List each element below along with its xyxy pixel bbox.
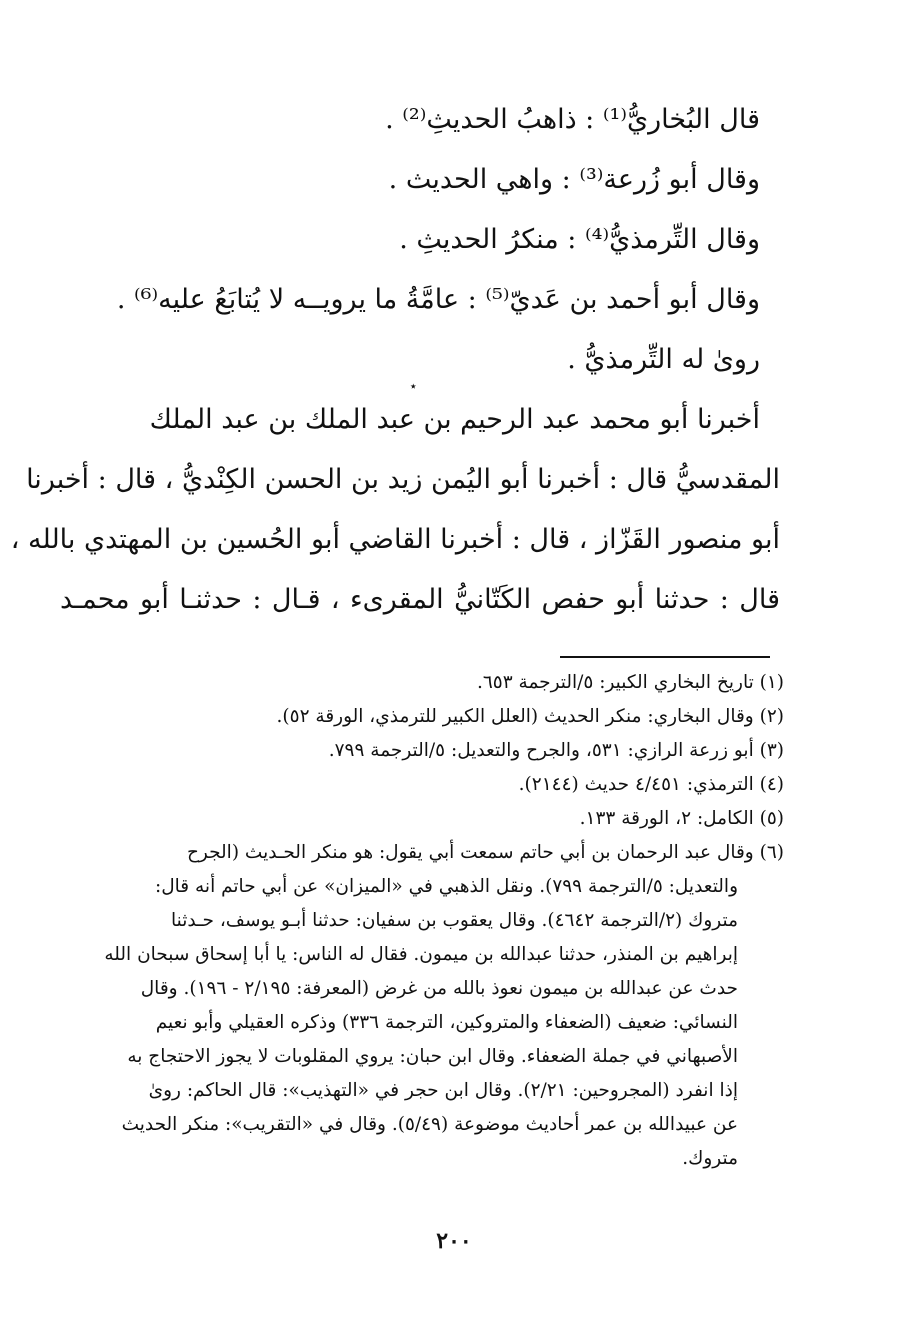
- footnote-text: أبو زرعة الرازي: ٥٣١، والجرح والتعديل: ٥/الترجمة ٧٩٩.: [328, 740, 754, 761]
- main-line: وقال أبو زُرعة⁽³⁾ : واهي الحديث .: [388, 164, 760, 195]
- footnote-number: (٢): [759, 706, 784, 727]
- footnote-6-line: إبراهيم بن المنذر، حدثنا عبدالله بن ميمون. فقال له الناس: يا أبا إسحاق سبحان الله: [104, 944, 738, 965]
- main-text: [10, 90, 780, 630]
- paragraph-line: أبو منصور القَزّاز ، قال : أخبرنا القاضي أبو الحُسين بن المهتدي بالله ،: [10, 524, 780, 555]
- paragraph-line: المقدسيُّ قال : أخبرنا أبو اليُمن زيد بن الحسن الكِنْديُّ ، قال : أخبرنا: [26, 464, 780, 495]
- footnote-6-line: متروك.: [682, 1148, 738, 1169]
- footnote-number: (٣): [759, 740, 784, 761]
- footnote-6-line: حدث عن عبدالله بن ميمون نعوذ بالله من غرض (المعرفة: ٢/١٩٥ - ١٩٦). وقال: [140, 978, 738, 999]
- footnote-text: الكامل: ٢، الورقة ١٣٣.: [579, 808, 754, 829]
- print-mark: ٭: [410, 379, 417, 393]
- footnote-3: [68, 734, 784, 768]
- page-number: ٢٠٠: [436, 1228, 472, 1254]
- footnote-1: [68, 666, 784, 700]
- main-line: قال البُخاريُّ⁽¹⁾ : ذاهبُ الحديثِ⁽²⁾ .: [385, 104, 760, 135]
- paragraph-line: أخبرنا أبو محمد عبد الرحيم بن عبد الملك بن عبد الملك: [149, 404, 760, 435]
- main-line: روىٰ له التِّرمذيُّ .: [567, 344, 760, 375]
- footnote-number: (٤): [759, 774, 784, 795]
- footnote-text: وقال البخاري: منكر الحديث (العلل الكبير للترمذي، الورقة ٥٢).: [276, 706, 754, 727]
- footnote-6-line: متروك (٢/الترجمة ٤٦٤٢). وقال يعقوب بن سفيان: حدثنا أبـو يوسف، حـدثنا: [171, 910, 738, 931]
- paragraph-line: قال : حدثنا أبو حفص الكَتّانيُّ المقرىء ، قـال : حدثنـا أبو محمـد: [60, 584, 780, 615]
- footnote-text: وقال عبد الرحمان بن أبي حاتم سمعت أبي يقول: هو منكر الحـديث (الجرح: [186, 842, 754, 863]
- footnote-2: [68, 700, 784, 734]
- footnote-6-line: النسائي: ضعيف (الضعفاء والمتروكين، الترجمة ٣٣٦) وذكره العقيلي وأبو نعيم: [155, 1012, 738, 1033]
- main-line: وقال أبو أحمد بن عَديّ⁽⁵⁾ : عامَّةُ ما يرويــه لا يُتابَعُ عليه⁽⁶⁾ .: [116, 284, 760, 315]
- footnote-number: (١): [759, 672, 784, 693]
- footnotes: [68, 666, 784, 1176]
- footnote-number: (٥): [759, 808, 784, 829]
- footnote-6: [68, 836, 784, 870]
- footnote-6-line: والتعديل: ٥/الترجمة ٧٩٩). ونقل الذهبي في «الميزان» عن أبي حاتم أنه قال:: [154, 876, 738, 897]
- footnote-number: (٦): [759, 842, 784, 863]
- footnote-text: الترمذي: ٤/٤٥١ حديث (٢١٤٤).: [518, 774, 754, 795]
- footnote-6-line: إذا انفرد (المجروحين: ٢/٢١). وقال ابن حجر في «التهذيب»: قال الحاكم: روىٰ: [148, 1080, 738, 1101]
- footnote-text: تاريخ البخاري الكبير: ٥/الترجمة ٦٥٣.: [476, 672, 754, 693]
- main-line: وقال التِّرمذيُّ⁽⁴⁾ : منكرُ الحديثِ .: [399, 224, 760, 255]
- footnote-4: [68, 768, 784, 802]
- footnote-6-line: الأصبهاني في جملة الضعفاء. وقال ابن حبان: يروي المقلوبات لا يجوز الاحتجاج به: [127, 1046, 738, 1067]
- footnote-separator: [560, 656, 770, 658]
- footnote-5: [68, 802, 784, 836]
- footnote-6-line: عن عبيدالله بن عمر أحاديث موضوعة (٥/٤٩). وقال في «التقريب»: منكر الحديث: [121, 1114, 738, 1135]
